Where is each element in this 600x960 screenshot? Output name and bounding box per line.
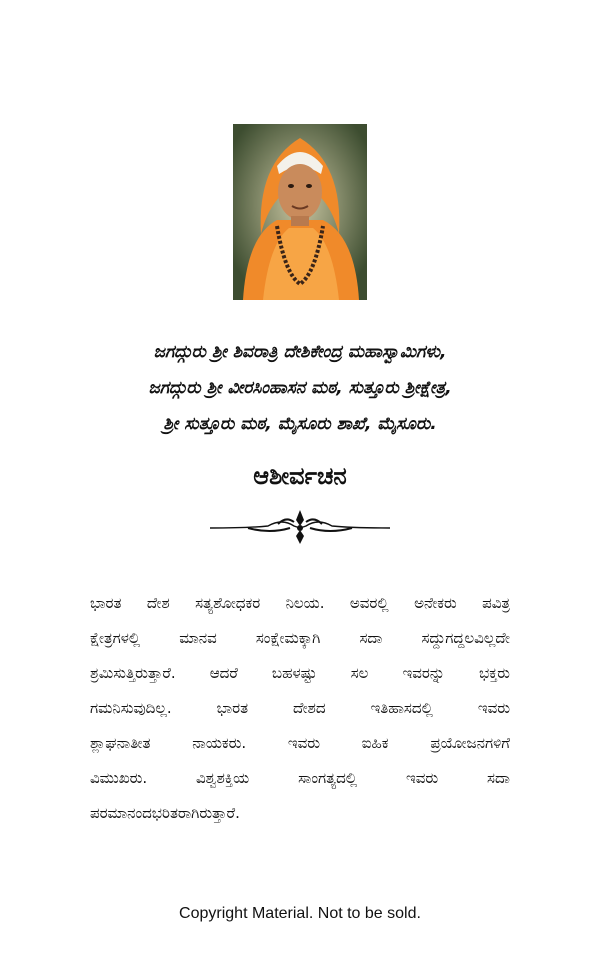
swamiji-portrait xyxy=(233,124,367,300)
paragraph-word: ಭಕ್ತರು xyxy=(478,664,510,682)
paragraph-word: ಸಂಕ್ಷೇಮಕ್ಕಾಗಿ xyxy=(255,629,321,647)
paragraph-word: ಕ್ಷೇತ್ರಗಳಲ್ಲಿ xyxy=(90,629,141,647)
paragraph-word: ಇವರು xyxy=(406,769,439,787)
paragraph-line xyxy=(90,656,510,691)
title-line-3: ಶ್ರೀ ಸುತ್ತೂರು ಮಠ, ಮೈಸೂರು ಶಾಖೆ, ಮೈಸೂರು. xyxy=(163,414,437,434)
paragraph-line xyxy=(90,621,510,656)
paragraph-word: ಇವರು xyxy=(477,699,510,717)
paragraph-word: ನಾಯಕರು. xyxy=(192,734,247,752)
paragraph-word: ಬಹಳಷ್ಟು xyxy=(271,664,317,682)
paragraph-word: ಇತಿಹಾಸದಲ್ಲಿ xyxy=(370,699,433,717)
paragraph-word: ಶ್ರಮಿಸುತ್ತಿರುತ್ತಾರೆ. xyxy=(90,664,176,682)
paragraph-line xyxy=(90,726,510,761)
paragraph-word: ಸದಾ xyxy=(487,769,510,787)
paragraph-word: ಶ್ಲಾಘನಾತೀತ xyxy=(90,734,151,752)
paragraph-word: ಸದಾ xyxy=(359,629,383,647)
title-line-1: ಜಗದ್ಗುರು ಶ್ರೀ ಶಿವರಾತ್ರಿ ದೇಶಿಕೇಂದ್ರ ಮಹಾಸ್ವಾಮಿಗಳು, xyxy=(153,342,447,362)
copyright-notice: Copyright Material. Not to be sold. xyxy=(179,905,421,922)
paragraph-word: ಸಲ xyxy=(350,664,369,682)
paragraph-word: ಸದ್ದುಗದ್ದಲವಿಲ್ಲದೇ xyxy=(421,629,510,647)
paragraph-word: ಭಾರತ xyxy=(216,699,249,717)
paragraph-word: ಇವರನ್ನು xyxy=(402,664,445,682)
paragraph-word: ಭಾರತ xyxy=(90,594,122,612)
paragraph-word: ಪ್ರಯೋಜನಗಳಿಗೆ xyxy=(430,734,510,752)
paragraph-line: ಪರಮಾನಂದಭರಿತರಾಗಿರುತ್ತಾರೆ. xyxy=(90,804,240,822)
paragraph-word: ನಿಲಯ. xyxy=(285,594,325,612)
title-line-2: ಜಗದ್ಗುರು ಶ್ರೀ ವೀರಸಿಂಹಾಸನ ಮಠ, ಸುತ್ತೂರು ಶ್ರೀಕ್ಷೇತ್ರ, xyxy=(148,378,452,398)
paragraph-word: ವಿಶ್ವಶಕ್ತಿಯ xyxy=(196,769,250,787)
paragraph-line xyxy=(90,761,510,796)
paragraph-line xyxy=(90,691,510,726)
decorative-divider-ornament xyxy=(208,506,392,550)
paragraph-word: ಐಹಿಕ xyxy=(361,734,389,752)
blessing-paragraph xyxy=(90,586,510,831)
paragraph-word: ಸಾಂಗತ್ಯದಲ್ಲಿ xyxy=(298,769,358,787)
paragraph-word: ಇವರು xyxy=(287,734,321,752)
paragraph-word: ಪವಿತ್ರ xyxy=(482,594,510,612)
paragraph-word: ಸತ್ಯಶೋಧಕರ xyxy=(195,594,261,612)
paragraph-word: ಗಮನಿಸುವುದಿಲ್ಲ. xyxy=(90,699,172,717)
paragraph-line xyxy=(90,586,510,621)
paragraph-word: ಅವರಲ್ಲಿ xyxy=(349,594,389,612)
swamiji-titles xyxy=(0,334,600,442)
page-heading: ಆಶೀರ್ವಚನ xyxy=(253,462,347,490)
paragraph-word: ಮಾನವ xyxy=(179,629,217,647)
paragraph-word: ಆದರೆ xyxy=(209,664,238,682)
paragraph-word: ದೇಶದ xyxy=(293,699,326,717)
paragraph-word: ಅನೇಕರು xyxy=(414,594,457,612)
paragraph-word: ವಿಮುಖರು. xyxy=(90,769,148,787)
paragraph-word: ದೇಶ xyxy=(146,594,170,612)
